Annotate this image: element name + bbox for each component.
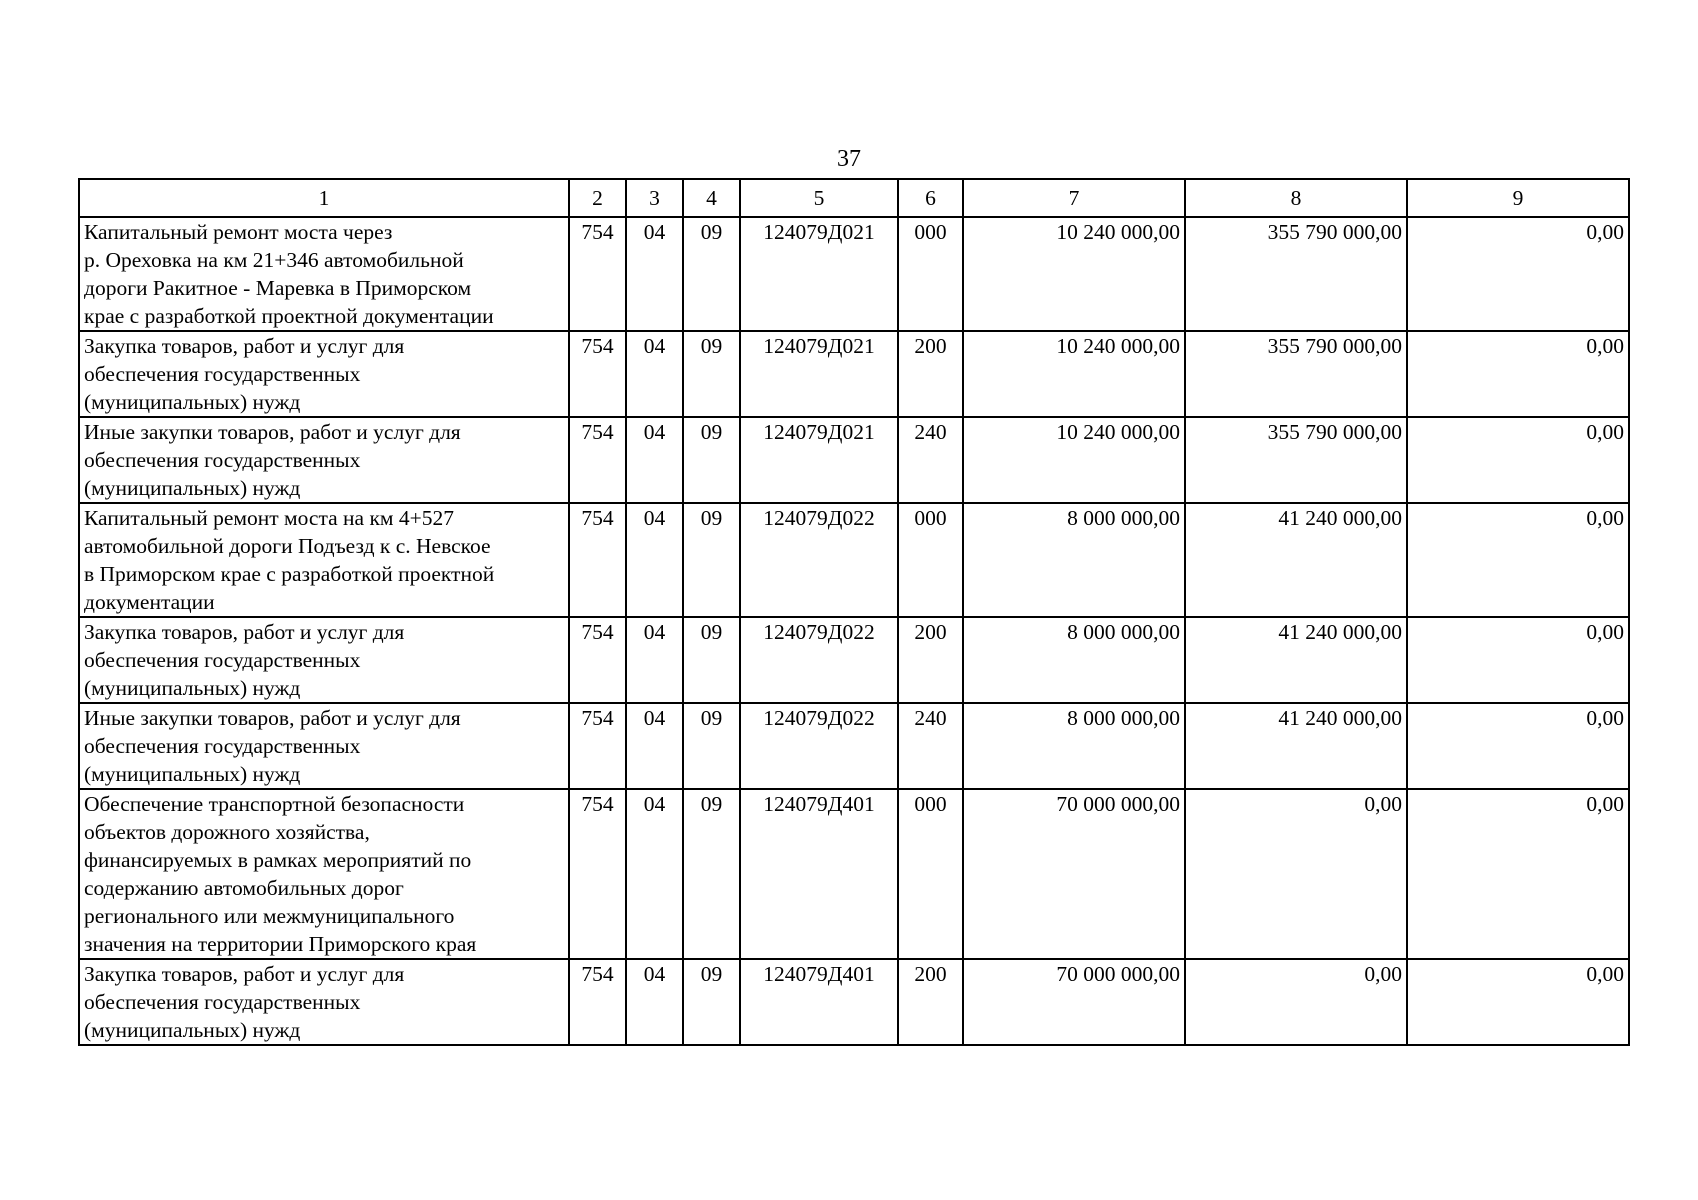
expense-type-code: 240 (898, 417, 963, 503)
section-code: 04 (626, 417, 683, 503)
ministry-code: 754 (569, 331, 626, 417)
section-code: 04 (626, 959, 683, 1045)
subsection-code: 09 (683, 617, 740, 703)
table-row (79, 789, 1629, 959)
column-header-4: 4 (683, 179, 740, 217)
expense-type-code: 000 (898, 789, 963, 959)
amount-column-8: 41 240 000,00 (1185, 617, 1407, 703)
expense-type-code: 200 (898, 617, 963, 703)
table-row (79, 503, 1629, 617)
expense-name: Иные закупки товаров, работ и услуг для обеспечения государственных (муниципальных) нужд (79, 417, 569, 503)
table-row (79, 703, 1629, 789)
target-article-code: 124079Д022 (740, 503, 898, 617)
amount-column-7: 70 000 000,00 (963, 789, 1185, 959)
amount-column-8: 0,00 (1185, 959, 1407, 1045)
amount-column-9: 0,00 (1407, 417, 1629, 503)
amount-column-9: 0,00 (1407, 217, 1629, 331)
expense-name: Капитальный ремонт моста через р. Ореховка на км 21+346 автомобильной дороги Ракитное - Маревка в Приморском крае с разработкой проектной документации (79, 217, 569, 331)
subsection-code: 09 (683, 217, 740, 331)
target-article-code: 124079Д021 (740, 331, 898, 417)
section-code: 04 (626, 789, 683, 959)
ministry-code: 754 (569, 217, 626, 331)
table-row (79, 617, 1629, 703)
column-header-7: 7 (963, 179, 1185, 217)
target-article-code: 124079Д021 (740, 417, 898, 503)
target-article-code: 124079Д401 (740, 959, 898, 1045)
amount-column-7: 10 240 000,00 (963, 217, 1185, 331)
subsection-code: 09 (683, 417, 740, 503)
ministry-code: 754 (569, 703, 626, 789)
amount-column-8: 41 240 000,00 (1185, 703, 1407, 789)
ministry-code: 754 (569, 959, 626, 1045)
expense-type-code: 240 (898, 703, 963, 789)
budget-table (78, 178, 1630, 1046)
expense-type-code: 000 (898, 503, 963, 617)
amount-column-9: 0,00 (1407, 789, 1629, 959)
expense-name: Иные закупки товаров, работ и услуг для обеспечения государственных (муниципальных) нужд (79, 703, 569, 789)
ministry-code: 754 (569, 417, 626, 503)
amount-column-8: 355 790 000,00 (1185, 331, 1407, 417)
table-row (79, 331, 1629, 417)
amount-column-8: 0,00 (1185, 789, 1407, 959)
section-code: 04 (626, 503, 683, 617)
section-code: 04 (626, 217, 683, 331)
subsection-code: 09 (683, 959, 740, 1045)
ministry-code: 754 (569, 789, 626, 959)
expense-name: Закупка товаров, работ и услуг для обеспечения государственных (муниципальных) нужд (79, 331, 569, 417)
section-code: 04 (626, 703, 683, 789)
ministry-code: 754 (569, 617, 626, 703)
page-number: 37 (837, 146, 861, 172)
target-article-code: 124079Д022 (740, 703, 898, 789)
column-header-1: 1 (79, 179, 569, 217)
amount-column-9: 0,00 (1407, 959, 1629, 1045)
amount-column-8: 41 240 000,00 (1185, 503, 1407, 617)
expense-name: Обеспечение транспортной безопасности объектов дорожного хозяйства, финансируемых в рамках мероприятий по содержанию автомобильных дорог регионального или межмуниципального значения на территории Приморского края (79, 789, 569, 959)
amount-column-9: 0,00 (1407, 503, 1629, 617)
column-header-9: 9 (1407, 179, 1629, 217)
subsection-code: 09 (683, 703, 740, 789)
amount-column-8: 355 790 000,00 (1185, 417, 1407, 503)
header-row (79, 179, 1629, 217)
subsection-code: 09 (683, 503, 740, 617)
expense-name: Капитальный ремонт моста на км 4+527 автомобильной дороги Подъезд к с. Невское в Приморском крае с разработкой проектной документации (79, 503, 569, 617)
table-row (79, 959, 1629, 1045)
section-code: 04 (626, 331, 683, 417)
amount-column-7: 10 240 000,00 (963, 331, 1185, 417)
amount-column-7: 70 000 000,00 (963, 959, 1185, 1045)
column-header-5: 5 (740, 179, 898, 217)
amount-column-7: 8 000 000,00 (963, 703, 1185, 789)
column-header-6: 6 (898, 179, 963, 217)
expense-name: Закупка товаров, работ и услуг для обеспечения государственных (муниципальных) нужд (79, 959, 569, 1045)
amount-column-7: 10 240 000,00 (963, 417, 1185, 503)
amount-column-7: 8 000 000,00 (963, 617, 1185, 703)
column-header-3: 3 (626, 179, 683, 217)
amount-column-9: 0,00 (1407, 617, 1629, 703)
expense-type-code: 200 (898, 959, 963, 1045)
target-article-code: 124079Д021 (740, 217, 898, 331)
column-header-2: 2 (569, 179, 626, 217)
amount-column-9: 0,00 (1407, 331, 1629, 417)
amount-column-9: 0,00 (1407, 703, 1629, 789)
table-row (79, 417, 1629, 503)
target-article-code: 124079Д401 (740, 789, 898, 959)
target-article-code: 124079Д022 (740, 617, 898, 703)
column-header-8: 8 (1185, 179, 1407, 217)
amount-column-8: 355 790 000,00 (1185, 217, 1407, 331)
table-row (79, 217, 1629, 331)
amount-column-7: 8 000 000,00 (963, 503, 1185, 617)
ministry-code: 754 (569, 503, 626, 617)
expense-type-code: 200 (898, 331, 963, 417)
subsection-code: 09 (683, 331, 740, 417)
section-code: 04 (626, 617, 683, 703)
expense-name: Закупка товаров, работ и услуг для обеспечения государственных (муниципальных) нужд (79, 617, 569, 703)
expense-type-code: 000 (898, 217, 963, 331)
subsection-code: 09 (683, 789, 740, 959)
